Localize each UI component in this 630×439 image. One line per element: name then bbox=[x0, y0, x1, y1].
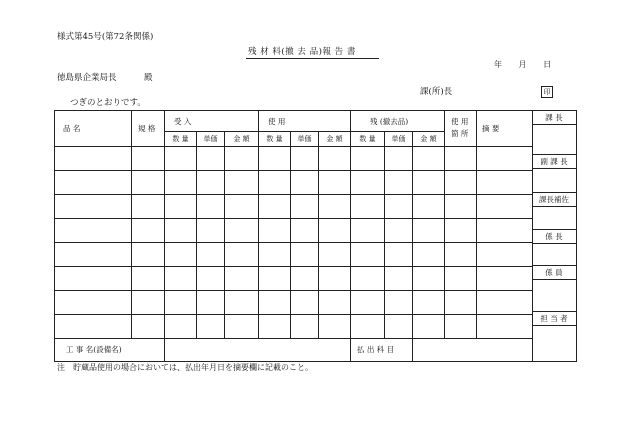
footnote-text: 貯蔵品使用の場合においては、払出年月日を摘要欄に記載のこと。 bbox=[73, 363, 313, 372]
sub-header-qty: 数 量 bbox=[172, 135, 189, 143]
col-header-place-top: 使 用 bbox=[451, 117, 469, 126]
date-label: 年 月 日 bbox=[494, 60, 552, 69]
form-title: 残 材 料(撤 去 品)報 告 書 bbox=[248, 47, 356, 57]
form-id: 様式第45号(第72条関係) bbox=[57, 32, 154, 42]
col-header-spec: 規 格 bbox=[138, 124, 156, 133]
footer-account-label: 払 出 科 目 bbox=[357, 345, 395, 354]
sub-header-unit-price: 単価 bbox=[297, 135, 312, 143]
sub-header-qty: 数 量 bbox=[266, 135, 283, 143]
approval-label-assistant-chief: 課長補佐 bbox=[539, 195, 569, 204]
sub-header-amount: 金 額 bbox=[326, 135, 343, 143]
sub-header-unit-price: 単価 bbox=[203, 135, 218, 143]
group-header-received: 受 入 bbox=[174, 117, 192, 126]
group-header-remaining: 残 (撤去品) bbox=[370, 117, 409, 126]
section-chief-label: 課(所)長 bbox=[420, 87, 453, 97]
col-header-item-name: 品 名 bbox=[63, 124, 81, 133]
col-header-remarks: 摘 要 bbox=[482, 124, 500, 133]
approval-label-person-in-charge: 担 当 者 bbox=[540, 314, 568, 323]
approval-label-deputy-chief: 副 課 長 bbox=[540, 157, 568, 166]
addressee: 徳島県企業局長 bbox=[57, 73, 117, 83]
approval-label-staff: 係 員 bbox=[545, 268, 563, 277]
col-header-place-bottom: 箇 所 bbox=[451, 129, 469, 138]
footer-project-name-label: 工 事 名(設備名) bbox=[66, 345, 122, 354]
sub-header-unit-price: 単価 bbox=[391, 135, 406, 143]
footnote-mark: 注 bbox=[57, 363, 65, 372]
sub-header-qty: 数 量 bbox=[359, 135, 376, 143]
intro-text: つぎのとおりです。 bbox=[70, 98, 146, 108]
approval-label-subsection-chief: 係 長 bbox=[545, 232, 563, 241]
honorific: 殿 bbox=[144, 73, 153, 83]
approval-label-section-chief: 課 長 bbox=[545, 113, 563, 122]
sub-header-amount: 金 額 bbox=[233, 135, 250, 143]
group-header-used: 使 用 bbox=[268, 117, 286, 126]
seal-mark-icon: 印 bbox=[541, 86, 553, 98]
sub-header-amount: 金 額 bbox=[420, 135, 437, 143]
footnote bbox=[57, 364, 313, 372]
